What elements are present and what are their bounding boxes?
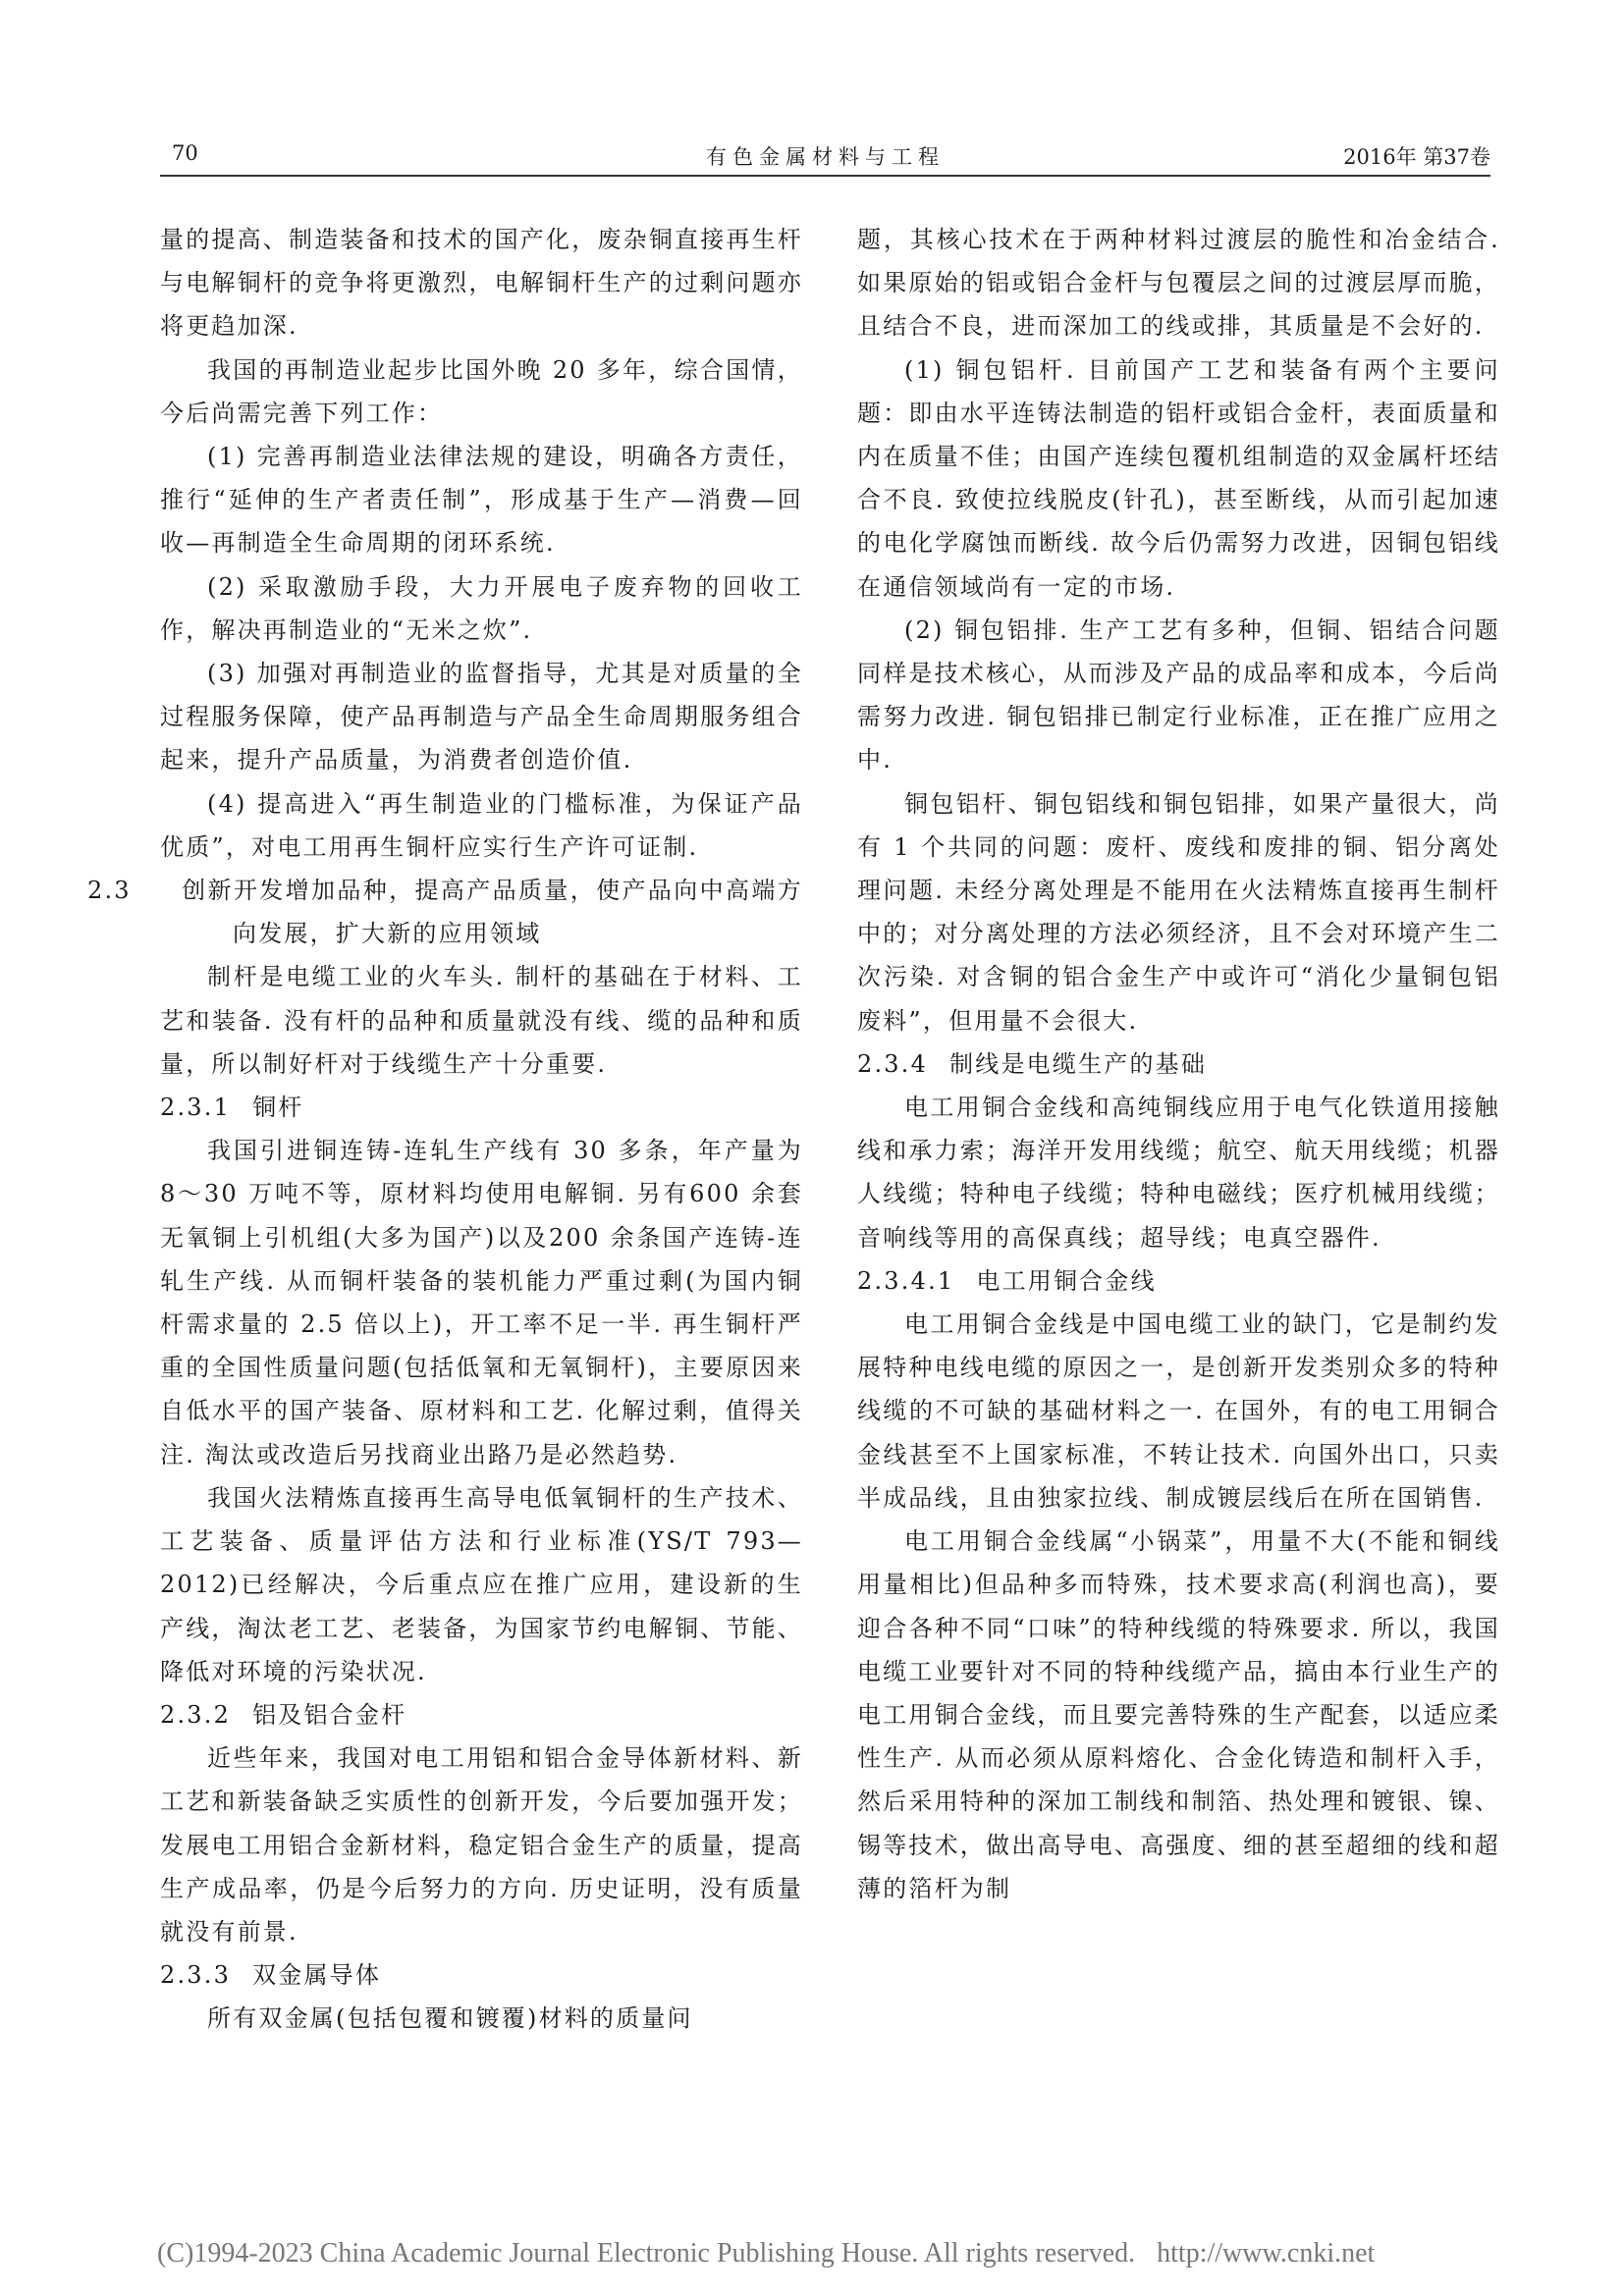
paragraph: 我国的再制造业起步比国外晚 20 多年，综合国情，今后尚需完善下列工作： — [160, 355, 803, 427]
paragraph: 题，其核心技术在于两种材料过渡层的脆性和冶金结合. 如果原始的铝或铝合金杆与包覆层之间的过渡层厚而脆，且结合不良，进而深加工的线或排，其质量是不会好的. — [857, 226, 1500, 341]
section-number: 2.3.2 — [160, 1700, 232, 1729]
list-item: (2) 采取激励手段，大力开展电子废弃物的回收工作，解决再制造业的“无米之炊”. — [160, 572, 803, 644]
section-heading — [160, 1086, 803, 1129]
cnki-link[interactable]: http://www.cnki.net — [1157, 2238, 1376, 2269]
section-heading: 2.3 创新开发增加品种，提高产品质量，使产品向中高端方向发展，扩大新的应用领域 — [87, 877, 803, 948]
section-heading — [857, 1259, 1500, 1303]
left-column — [87, 218, 803, 2041]
copyright-footer — [157, 2238, 1473, 2269]
section-number: 2.3.3 — [160, 1961, 232, 1990]
list-item: (2) 铜包铝排. 生产工艺有多种，但铜、铝结合问题同样是技术核心，从而涉及产品的成品率和成本，今后尚需努力改进. 铜包铝排已制定行业标准，正在推广应用之中. — [857, 615, 1500, 774]
paragraph: 所有双金属(包括包覆和镀覆)材料的质量问 — [207, 2004, 693, 2033]
page-number: 70 — [172, 141, 198, 165]
paragraph: 电工用铜合金线和高纯铜线应用于电气化铁道用接触线和承力索；海洋开发用线缆；航空、航天用线缆；机器人线缆；特种电子线缆；特种电磁线；医疗机械用线缆；音响线等用的高保真线；超导线；电真空器件. — [857, 1094, 1500, 1252]
right-column — [857, 218, 1500, 1910]
section-number: 2.3.4 — [857, 1049, 929, 1078]
list-item: (1) 完善再制造业法律法规的建设，明确各方责任，推行“延伸的生产者责任制”，形成基于生产—消费—回收—再制造全生命周期的闭环系统. — [160, 443, 803, 558]
section-heading — [857, 1042, 1500, 1086]
list-item: (4) 提高进入“再生制造业的门槛标准，为保证产品优质”，对电工用再生铜杆应实行生产许可证制. — [160, 789, 803, 861]
running-header — [160, 135, 1490, 177]
section-number: 2.3.4.1 — [857, 1266, 955, 1295]
paragraph: 量的提高、制造装备和技术的国产化，废杂铜直接再生杆与电解铜杆的竞争将更激烈，电解铜杆生产的过剩问题亦将更趋加深. — [160, 226, 803, 341]
paragraph: 电工用铜合金线属“小锅菜”，用量不大(不能和铜线用量相比)但品种多而特殊，技术要求高(利润也高)，要迎合各种不同“口味”的特种线缆的特殊要求. 所以，我国电缆工业要针对不同的特种线缆产品，搞由本行业生产的电工用铜合金线，而且要完善特殊的生产配套，以适应柔性生产. 从而必须从原料熔化、合金化铸造和制杆入手，然后采用特种的深加工制线和制箔、热处理和镀银、镍、锡等技术，做出高导电、高强度、细的甚至超细的线和超薄的箔杆为制 — [857, 1527, 1500, 1902]
copyright-text: (C)1994-2023 China Academic Journal Electronic Publishing House. All rights reserved. — [157, 2238, 1136, 2269]
section-number: 2.3.1 — [160, 1094, 232, 1122]
section-heading — [160, 1953, 803, 1997]
section-title: 双金属导体 — [252, 1961, 382, 1990]
paragraph: 近些年来，我国对电工用铝和铝合金导体新材料、新工艺和新装备缺乏实质性的创新开发，今后要加强开发；发展电工用铝合金新材料，稳定铝合金生产的质量，提高生产成品率，仍是今后努力的方向. 历史证明，没有质量就没有前景. — [160, 1744, 803, 1946]
paragraph: 我国引进铜连铸-连轧生产线有 30 多条，年产量为 8～30 万吨不等，原材料均使用电解铜. 另有600 余套无氧铜上引机组(大多为国产)以及200 余条国产连铸-连轧生产线. 从而铜杆装备的装机能力严重过剩(为国内铜杆需求量的 2.5 倍以上)，开工率不足一半. 再生铜杆严重的全国性质量问题(包括低氧和无氧铜杆)，主要原因来自低水平的国产装备、原材料和工艺. 化解过剩，值得关注. 淘汰或改造后另找商业出路乃是必然趋势. — [160, 1137, 803, 1468]
section-title: 铝及铝合金杆 — [252, 1700, 407, 1729]
paragraph: 电工用铜合金线是中国电缆工业的缺门，它是制约发展特种电线电缆的原因之一，是创新开发类别众多的特种线缆的不可缺的基础材料之一. 在国外，有的电工用铜合金线甚至不上国家标准，不转让技术. 向国外出口，只卖半成品线，且由独家拉线、制成镀层线后在所在国销售. — [857, 1310, 1500, 1512]
section-heading — [160, 1693, 803, 1736]
list-item: (3) 加强对再制造业的监督指导，尤其是对质量的全过程服务保障，使产品再制造与产品全生命周期服务组合起来，提升产品质量，为消费者创造价值. — [160, 660, 803, 774]
list-item: (1) 铜包铝杆. 目前国产工艺和装备有两个主要问题：即由水平连铸法制造的铝杆或铝合金杆，表面质量和内在质量不佳；由国产连续包覆机组制造的双金属杆坯结合不良. 致使拉线脱皮(针孔)，甚至断线，从而引起加速的电化学腐蚀而断线. 故今后仍需努力改进，因铜包铝线在通信领域尚有一定的市场. — [857, 355, 1500, 601]
section-title: 电工用铜合金线 — [976, 1266, 1157, 1295]
section-title: 铜杆 — [252, 1094, 304, 1122]
paragraph: 制杆是电缆工业的火车头. 制杆的基础在于材料、工艺和装备. 没有杆的品种和质量就没有线、缆的品种和质量，所以制好杆对于线缆生产十分重要. — [160, 963, 803, 1078]
volume-info: 2016年 第37卷 — [1343, 145, 1490, 169]
journal-title: 有色金属材料与工程 — [706, 145, 945, 169]
section-title: 制线是电缆生产的基础 — [949, 1049, 1208, 1078]
paragraph: 铜包铝杆、铜包铝线和铜包铝排，如果产量很大，尚有 1 个共同的问题：废杆、废线和废排的铜、铝分离处理问题. 未经分离处理是不能用在火法精炼直接再生制杆中的；对分离处理的方法必须经济，且不会对环境产生二次污染. 对含铜的铝合金生产中或许可“消化少量铜包铝废料”，但用量不会很大. — [857, 789, 1500, 1035]
paragraph: 我国火法精炼直接再生高导电低氧铜杆的生产技术、工艺装备、质量评估方法和行业标准(YS/T 793—2012)已经解决，今后重点应在推广应用，建设新的生产线，淘汰老工艺、老装备，为国家节约电解铜、节能、降低对环境的污染状况. — [160, 1483, 803, 1685]
section-title: 创新开发增加品种，提高产品质量，使产品向中高端方向发展，扩大新的应用领域 — [182, 877, 803, 948]
